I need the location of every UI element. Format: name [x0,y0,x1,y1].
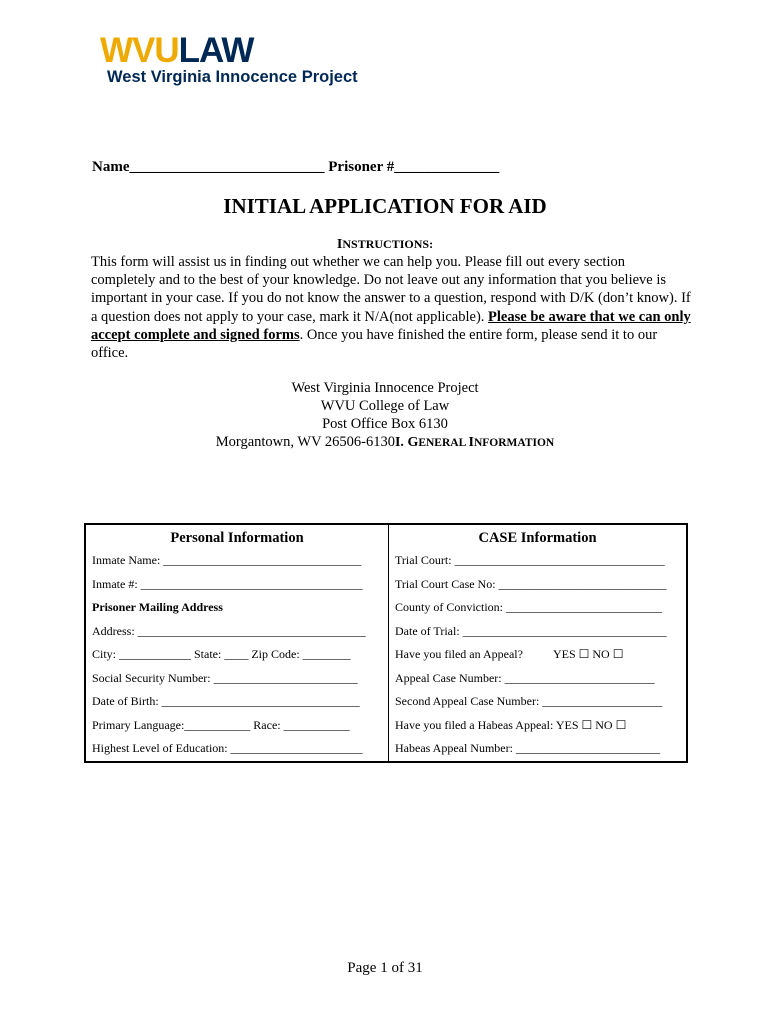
yes-no-checkboxes[interactable]: YES ☐ NO ☐ [552,647,624,662]
table-row [85,666,687,689]
county-of-conviction-field[interactable]: County of Conviction: __________________________ [395,600,662,615]
trial-court-field[interactable]: Trial Court: ___________________________________ [395,553,665,568]
wvu-law-logo [100,31,358,87]
appeal-case-number-field[interactable]: Appeal Case Number: _________________________ [395,670,655,685]
name-field-label: Name__________________________ [92,159,325,175]
filed-appeal-question[interactable]: Have you filed an Appeal? YES ☐ NO ☐ [395,647,624,662]
date-of-birth-field[interactable]: Date of Birth: _________________________________ [85,690,389,713]
education-level-field[interactable]: Highest Level of Education: ______________________ [85,737,389,762]
social-security-number-field[interactable]: Social Security Number: ________________________ [85,666,389,689]
address-line: WVU College of Law [320,398,450,414]
personal-information-header: Personal Information [85,524,389,549]
logo-law-text: LAW [178,31,254,70]
table-row [85,690,687,713]
table-row [85,619,687,642]
inmate-name-field[interactable]: Inmate Name: _________________________________ [85,549,389,572]
general-information-table [84,523,688,763]
second-appeal-case-number-field[interactable]: Second Appeal Case Number: ____________________ [395,694,663,709]
logo-wordmark [100,31,358,70]
table-row [85,549,687,572]
inmate-number-field[interactable]: Inmate #: _____________________________________ [85,572,389,595]
page-number: Page 1 of 31 [347,960,423,976]
logo-subtitle: West Virginia Innocence Project [107,68,358,86]
instructions-text: This form will assist us in finding out whether we can help you. Please fill out every section completely and to the best of your knowledge. Do not leave out any information that you believe is important in your case. If you do not know the answer to a question, respond with D/K (don’t know). If a question does not apply to your case, mark it N/A(not applicable). Please be aware that we can only accept complete and signed forms. Once you have finished the entire form, please send it to our office. [91,254,691,362]
address-line-with-section: Morgantown, WV 26506-6130I. GENERAL INFORMATION [215,434,555,450]
mailing-address [0,379,770,452]
address-line: West Virginia Innocence Project [291,380,479,396]
table-row [85,572,687,595]
name-prisoner-line [92,159,499,176]
table-row [85,643,687,666]
instructions-emphasis: Please be aware that we can only accept complete and signed forms [91,308,691,343]
table-row [85,737,687,762]
address-field[interactable]: Address: ______________________________________ [85,619,389,642]
instructions-heading: INSTRUCTIONS: [336,237,434,252]
table-header-row [85,524,687,549]
language-race-field[interactable]: Primary Language:___________ Race: ___________ [85,713,389,736]
table-row [85,596,687,619]
case-information-header: CASE Information [478,529,597,546]
city-state-zip-field[interactable]: City: ____________ State: ____ Zip Code: ________ [85,643,389,666]
date-of-trial-field[interactable]: Date of Trial: __________________________________ [395,623,667,638]
habeas-appeal-number-field[interactable]: Habeas Appeal Number: ________________________ [395,741,660,756]
address-line: Post Office Box 6130 [322,416,448,432]
prisoner-number-field-label: Prisoner #______________ [328,159,500,175]
form-title: INITIAL APPLICATION FOR AID [223,194,547,218]
section-heading: I. GENERAL INFORMATION [394,435,555,450]
logo-wvu-text: WVU [100,31,179,70]
trial-court-case-no-field[interactable]: Trial Court Case No: ____________________________ [395,576,667,591]
prisoner-mailing-address-label: Prisoner Mailing Address [85,596,389,619]
filed-habeas-appeal-question[interactable]: Have you filed a Habeas Appeal: YES ☐ NO ☐ [395,717,627,732]
table-row [85,713,687,736]
